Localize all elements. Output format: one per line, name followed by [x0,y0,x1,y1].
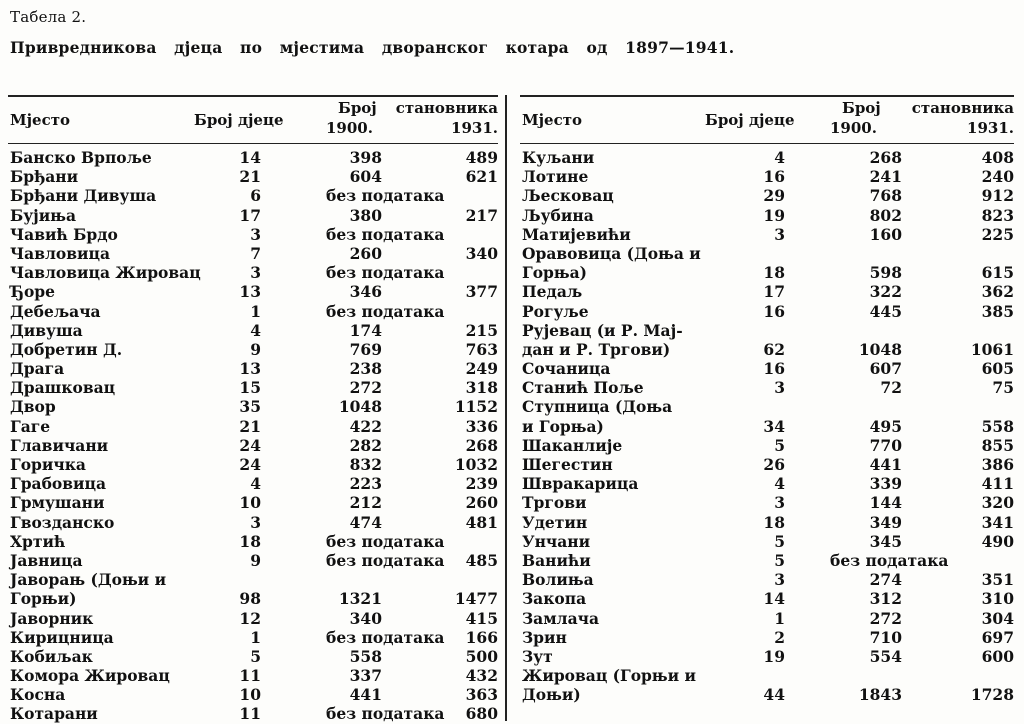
cell-pop-1931: 318 [465,378,498,398]
cell-pop-1931: 1061 [970,339,1014,359]
cell-pop-1900: 260 [349,243,382,263]
cell-pop-1900: 554 [869,646,902,666]
cell-place: Кирицница [10,627,114,647]
header-broj: Број [842,99,881,117]
cell-kids: 16 [763,301,785,321]
cell-kids: 19 [763,205,785,225]
cell-pop-1900: 832 [349,455,382,474]
cell-pop-1931: 697 [981,627,1014,647]
table-panel-right [520,95,1014,704]
table-row [520,513,1014,532]
cell-place: Гаге [10,416,51,436]
cell-pop-1931: 605 [981,359,1014,379]
table-row [520,340,1014,359]
cell-place: Шегестин [522,455,613,474]
cell-place: Грабовица [10,474,107,494]
cell-kids: 1 [774,608,785,628]
cell-place: Швракарица [522,474,639,494]
cell-place: Зрин [522,627,567,647]
table-row [520,609,1014,628]
cell-pop-1931: 336 [465,416,498,436]
cell-pop-1931: 489 [465,148,498,167]
cell-kids: 3 [774,378,785,398]
table-row [520,359,1014,378]
cell-place: Чавловица Жировац [10,263,201,283]
cell-kids: 35 [239,397,261,417]
cell-place: Дебељача [10,301,101,321]
cell-pop-1931: 304 [981,608,1014,628]
cell-pop-1900: 380 [349,205,382,225]
cell-kids: 7 [250,243,261,263]
cell-pop-1931: 239 [465,474,498,494]
cell-kids: 24 [239,455,261,474]
cell-place: Лотине [522,167,589,187]
cell-kids: 11 [239,704,261,724]
cell-place: Кобиљак [10,646,93,666]
table-row [520,551,1014,570]
cell-no-data: без података [326,263,445,283]
table-row [520,474,1014,493]
table-row [8,359,498,378]
cell-place: Ступница (Доња [522,397,673,417]
cell-pop-1900: 144 [869,493,902,513]
cell-pop-1931: 217 [465,205,498,225]
cell-place: Закопа [522,589,587,609]
cell-place: Гвозданско [10,512,115,532]
table-row [8,436,498,455]
cell-pop-1931: 363 [465,685,498,705]
cell-pop-1931: 320 [981,493,1014,513]
cell-kids: 16 [763,167,785,187]
cell-pop-1931: 75 [992,378,1014,398]
table-row [8,589,498,608]
table-row [8,263,498,282]
cell-pop-1900: 1048 [338,397,382,417]
table-row [520,378,1014,397]
cell-place: Чавић Брдо [10,224,118,244]
cell-place: Котарани [10,704,98,724]
cell-pop-1931: 823 [981,205,1014,225]
cell-place: Станић Поље [522,378,644,398]
table-row [8,244,498,263]
table-row [8,282,498,301]
cell-pop-1900: 346 [349,282,382,302]
cell-pop-1931: 432 [465,666,498,686]
cell-pop-1900: 398 [349,148,382,167]
table-row [8,513,498,532]
table-row [8,493,498,512]
header-year-1931: 1931. [967,119,1014,137]
cell-pop-1931: 500 [465,646,498,666]
cell-kids: 2 [774,627,785,647]
cell-pop-1900: 802 [869,205,902,225]
cell-pop-1900: 272 [869,608,902,628]
cell-place: Главичани [10,435,109,455]
table-row [8,225,498,244]
cell-place: Јаворник [10,608,94,628]
cell-pop-1900: 768 [869,186,902,206]
cell-pop-1931: 481 [465,512,498,532]
cell-kids: 9 [250,339,261,359]
cell-pop-1900: 312 [869,589,902,609]
table-row [520,302,1014,321]
cell-place: Доњи) [522,685,581,705]
cell-pop-1931: 166 [465,627,498,647]
table-row [520,417,1014,436]
cell-pop-1931: 249 [465,359,498,379]
cell-pop-1931: 341 [981,512,1014,532]
cell-no-data: без података [326,627,445,647]
table-row [520,532,1014,551]
cell-place: Грмушани [10,493,105,513]
cell-place: Двор [10,397,56,417]
cell-pop-1900: 710 [869,627,902,647]
cell-kids: 26 [763,455,785,474]
cell-no-data: без података [830,550,949,570]
cell-kids: 1 [250,301,261,321]
table-row [520,148,1014,167]
cell-place: Драга [10,359,65,379]
table-row [8,609,498,628]
cell-pop-1900: 339 [869,474,902,494]
table-row [8,628,498,647]
header-year-1900: 1900. [326,119,373,137]
cell-kids: 98 [239,589,261,609]
header-rule [8,143,498,144]
cell-pop-1931: 615 [981,263,1014,283]
cell-place: Јавница [10,550,83,570]
cell-kids: 5 [774,550,785,570]
cell-pop-1900: 282 [349,435,382,455]
cell-kids: 21 [239,416,261,436]
cell-pop-1931: 351 [981,570,1014,590]
cell-kids: 10 [239,685,261,705]
table-row [520,263,1014,282]
cell-place: Оравовица (Доња и [522,243,701,263]
table-row [8,685,498,704]
cell-pop-1931: 621 [465,167,498,187]
cell-kids: 18 [239,531,261,551]
cell-place: Матијевићи [522,224,631,244]
cell-pop-1900: 160 [869,224,902,244]
cell-pop-1900: 212 [349,493,382,513]
cell-pop-1931: 855 [981,435,1014,455]
table-row [8,455,498,474]
cell-pop-1900: 340 [349,608,382,628]
cell-pop-1931: 225 [981,224,1014,244]
table-row [8,302,498,321]
cell-pop-1931: 408 [981,148,1014,167]
cell-no-data: без података [326,301,445,321]
cell-no-data: без података [326,224,445,244]
cell-pop-1900: 345 [869,531,902,551]
cell-kids: 11 [239,666,261,686]
cell-kids: 24 [239,435,261,455]
table-header [520,97,1014,143]
cell-kids: 4 [774,474,785,494]
cell-kids: 14 [239,148,261,167]
cell-pop-1900: 598 [869,263,902,283]
cell-kids: 17 [763,282,785,302]
table-row [8,666,498,685]
cell-pop-1900: 495 [869,416,902,436]
table-row [8,570,498,589]
cell-pop-1931: 558 [981,416,1014,436]
cell-place: Чавловица [10,243,110,263]
cell-place: Брђани [10,167,79,187]
cell-pop-1900: 770 [869,435,902,455]
cell-place: Горичка [10,455,86,474]
cell-kids: 4 [774,148,785,167]
cell-pop-1900: 241 [869,167,902,187]
cell-pop-1931: 490 [981,531,1014,551]
cell-pop-1931: 386 [981,455,1014,474]
cell-pop-1931: 1032 [454,455,498,474]
cell-kids: 3 [774,493,785,513]
table-row [520,321,1014,340]
cell-pop-1900: 223 [349,474,382,494]
cell-pop-1900: 1048 [858,339,902,359]
cell-kids: 29 [763,186,785,206]
cell-pop-1900: 268 [869,148,902,167]
table-body-left [8,148,498,724]
cell-place: и Горња) [522,416,604,436]
table-row [8,647,498,666]
table-row [8,532,498,551]
cell-kids: 3 [250,224,261,244]
cell-kids: 5 [250,646,261,666]
table-header [8,97,498,143]
cell-pop-1900: 441 [869,455,902,474]
table-row [520,206,1014,225]
cell-place: Дивуша [10,320,83,340]
cell-pop-1900: 445 [869,301,902,321]
table-body-right [520,148,1014,704]
cell-pop-1931: 763 [465,339,498,359]
table-row [8,186,498,205]
cell-pop-1931: 385 [981,301,1014,321]
cell-kids: 62 [763,339,785,359]
table-row [8,321,498,340]
cell-kids: 18 [763,512,785,532]
cell-place: Брђани Дивуша [10,186,157,206]
cell-kids: 6 [250,186,261,206]
cell-place: Ђоре [10,282,56,302]
cell-place: дан и Р. Тргови) [522,339,671,359]
cell-kids: 1 [250,627,261,647]
cell-place: Љубина [522,205,594,225]
cell-kids: 9 [250,550,261,570]
table-row [520,167,1014,186]
table-row [8,148,498,167]
cell-no-data: без података [326,531,445,551]
cell-place: Волиња [522,570,594,590]
cell-kids: 10 [239,493,261,513]
cell-kids: 13 [239,282,261,302]
cell-pop-1900: 337 [349,666,382,686]
header-place: Мјесто [522,111,583,129]
cell-kids: 3 [250,512,261,532]
header-place: Мјесто [10,111,71,129]
cell-pop-1900: 769 [349,339,382,359]
cell-pop-1931: 340 [465,243,498,263]
table-row [520,647,1014,666]
table-label: Табела 2. [10,8,87,26]
cell-kids: 19 [763,646,785,666]
cell-place: Банско Врпоље [10,148,152,167]
table-row [520,397,1014,416]
cell-pop-1900: 238 [349,359,382,379]
cell-kids: 34 [763,416,785,436]
cell-place: Косна [10,685,66,705]
cell-pop-1900: 274 [869,570,902,590]
table-row [520,186,1014,205]
cell-pop-1931: 268 [465,435,498,455]
table-row [520,589,1014,608]
header-year-1900: 1900. [830,119,877,137]
cell-kids: 4 [250,320,261,340]
table-row [8,340,498,359]
table-row [520,225,1014,244]
cell-pop-1931: 912 [981,186,1014,206]
cell-pop-1931: 310 [981,589,1014,609]
table-panel-left [8,95,498,724]
cell-pop-1931: 260 [465,493,498,513]
cell-pop-1900: 1843 [858,685,902,705]
cell-place: Куљани [522,148,595,167]
cell-place: Сочаница [522,359,611,379]
cell-kids: 17 [239,205,261,225]
table-row [520,570,1014,589]
cell-pop-1931: 377 [465,282,498,302]
cell-place: Добретин Д. [10,339,123,359]
cell-kids: 13 [239,359,261,379]
cell-kids: 3 [774,570,785,590]
cell-place: Драшковац [10,378,116,398]
cell-kids: 44 [763,685,785,705]
cell-pop-1931: 415 [465,608,498,628]
cell-place: Унчани [522,531,591,551]
cell-place: Замлача [522,608,600,628]
header-year-1931: 1931. [451,119,498,137]
cell-pop-1900: 174 [349,320,382,340]
cell-pop-1900: 441 [349,685,382,705]
cell-kids: 15 [239,378,261,398]
cell-place: Љесковац [522,186,614,206]
cell-pop-1931: 1152 [454,397,498,417]
cell-place: Ванићи [522,550,591,570]
cell-pop-1900: 607 [869,359,902,379]
table-row [8,704,498,723]
cell-kids: 4 [250,474,261,494]
cell-place: Горња) [522,263,587,283]
cell-no-data: без података [326,186,445,206]
header-broj: Број [338,99,377,117]
table-row [8,551,498,570]
table-row [520,436,1014,455]
cell-place: Педаљ [522,282,583,302]
cell-place: Удетин [522,512,588,532]
cell-kids: 12 [239,608,261,628]
header-kids: Број дјеце [705,111,795,129]
cell-pop-1900: 474 [349,512,382,532]
cell-pop-1900: 72 [880,378,902,398]
cell-place: Тргови [522,493,587,513]
table-row [520,282,1014,301]
cell-kids: 14 [763,589,785,609]
header-stanovnika: становника [911,99,1014,117]
cell-place: Шаканлије [522,435,623,455]
cell-no-data: без података [326,550,445,570]
table-row [520,685,1014,704]
cell-place: Комора Жировац [10,666,170,686]
column-divider [505,95,507,721]
cell-kids: 3 [774,224,785,244]
table-row [8,417,498,436]
table-row [8,474,498,493]
table-row [8,206,498,225]
cell-pop-1931: 1728 [970,685,1014,705]
cell-pop-1931: 411 [981,474,1014,494]
table-row [520,666,1014,685]
header-stanovnika: становника [395,99,498,117]
cell-place: Јаворањ (Доњи и [10,570,167,590]
cell-place: Жировац (Горњи и [522,666,696,686]
cell-pop-1900: 604 [349,167,382,187]
cell-place: Рогуље [522,301,589,321]
cell-kids: 3 [250,263,261,283]
table-row [520,493,1014,512]
cell-pop-1931: 215 [465,320,498,340]
cell-pop-1931: 485 [465,550,498,570]
cell-pop-1931: 240 [981,167,1014,187]
cell-pop-1931: 362 [981,282,1014,302]
cell-pop-1900: 558 [349,646,382,666]
cell-pop-1931: 680 [465,704,498,724]
cell-place: Зут [522,646,553,666]
cell-pop-1900: 322 [869,282,902,302]
cell-pop-1900: 1321 [338,589,382,609]
cell-no-data: без података [326,704,445,724]
cell-kids: 18 [763,263,785,283]
cell-pop-1931: 600 [981,646,1014,666]
cell-kids: 16 [763,359,785,379]
cell-pop-1900: 349 [869,512,902,532]
table-title: Привредникова дјеца по мјестима дворанског котара од 1897—1941. [10,38,735,57]
table-row [8,167,498,186]
cell-place: Рујевац (и Р. Мај- [522,320,683,340]
cell-kids: 21 [239,167,261,187]
cell-pop-1900: 422 [349,416,382,436]
cell-kids: 5 [774,435,785,455]
header-kids: Број дјеце [194,111,284,129]
table-row [8,378,498,397]
cell-kids: 5 [774,531,785,551]
table-row [520,244,1014,263]
cell-place: Хртић [10,531,66,551]
header-rule [520,143,1014,144]
cell-place: Горњи) [10,589,77,609]
cell-pop-1931: 1477 [454,589,498,609]
cell-pop-1900: 272 [349,378,382,398]
cell-place: Бујиња [10,205,77,225]
table-row [520,455,1014,474]
table-row [520,628,1014,647]
table-row [8,397,498,416]
